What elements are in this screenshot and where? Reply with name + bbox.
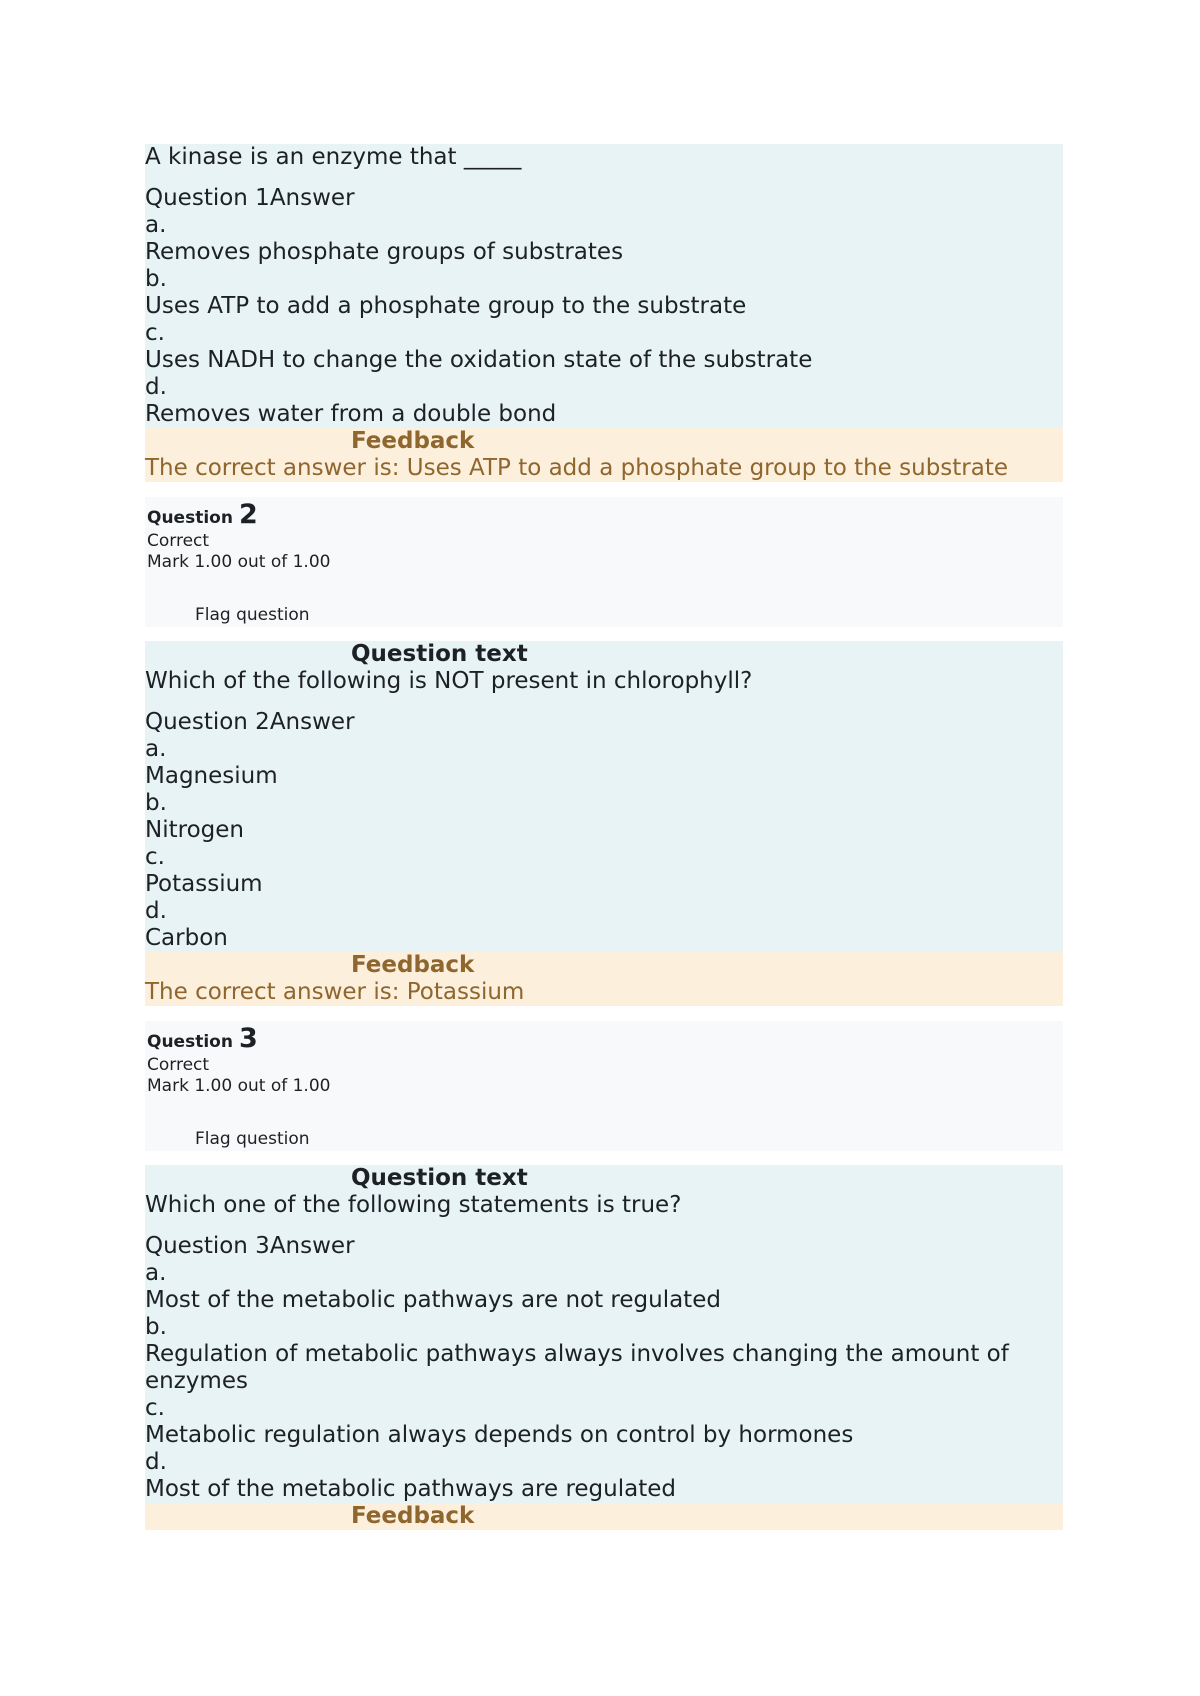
- feedback-heading: Feedback: [351, 428, 475, 454]
- option-letter: b.: [145, 266, 167, 292]
- question-text-heading: Question text: [351, 641, 528, 667]
- question-2-info: [145, 497, 1063, 627]
- option-letter: d.: [145, 898, 167, 924]
- option-text[interactable]: Most of the metabolic pathways are not regulated: [145, 1287, 721, 1313]
- option-text[interactable]: Removes phosphate groups of substrates: [145, 239, 624, 265]
- question-grade: Mark 1.00 out of 1.00: [147, 552, 331, 572]
- feedback-heading: Feedback: [351, 1503, 475, 1529]
- feedback-heading: Feedback: [351, 952, 475, 978]
- option-letter: a.: [145, 212, 167, 238]
- option-text[interactable]: Uses ATP to add a phosphate group to the substrate: [145, 293, 747, 319]
- option-letter: d.: [145, 374, 167, 400]
- option-text[interactable]: Removes water from a double bond: [145, 401, 557, 427]
- question-text-heading: Question text: [351, 1165, 528, 1191]
- option-letter: c.: [145, 1395, 165, 1421]
- option-letter: c.: [145, 320, 165, 346]
- question-1-answer-label: Question 1Answer: [145, 185, 355, 211]
- question-1-feedback: [145, 428, 1063, 482]
- question-number: Question 3: [147, 1023, 258, 1054]
- question-state: Correct: [147, 531, 210, 551]
- flag-question-link[interactable]: Flag question: [195, 605, 310, 625]
- option-text[interactable]: Most of the metabolic pathways are regulated: [145, 1476, 676, 1502]
- option-letter: b.: [145, 790, 167, 816]
- option-letter: d.: [145, 1449, 167, 1475]
- question-1-body: [145, 144, 1063, 428]
- question-3-prompt: Which one of the following statements is true?: [145, 1192, 682, 1218]
- question-number: Question 2: [147, 499, 258, 530]
- option-letter: b.: [145, 1314, 167, 1340]
- flag-question-link[interactable]: Flag question: [195, 1129, 310, 1149]
- question-2-answer-label: Question 2Answer: [145, 709, 355, 735]
- quiz-review-page: [145, 144, 1063, 1530]
- question-2-body: [145, 641, 1063, 952]
- question-2-prompt: Which of the following is NOT present in chlorophyll?: [145, 668, 753, 694]
- option-text[interactable]: Regulation of metabolic pathways always involves changing the amount of enzymes: [145, 1341, 1009, 1394]
- option-letter: c.: [145, 844, 165, 870]
- option-text[interactable]: Potassium: [145, 871, 263, 897]
- option-text[interactable]: Metabolic regulation always depends on control by hormones: [145, 1422, 854, 1448]
- question-3-feedback: [145, 1503, 1063, 1530]
- option-text[interactable]: Carbon: [145, 925, 228, 951]
- option-text[interactable]: Uses NADH to change the oxidation state of the substrate: [145, 347, 813, 373]
- question-2-feedback: [145, 952, 1063, 1006]
- option-letter: a.: [145, 736, 167, 762]
- question-1-prompt: A kinase is an enzyme that _____: [145, 144, 522, 170]
- question-3-answer-label: Question 3Answer: [145, 1233, 355, 1259]
- question-3-body: [145, 1165, 1063, 1503]
- option-text[interactable]: Magnesium: [145, 763, 278, 789]
- option-text[interactable]: Nitrogen: [145, 817, 244, 843]
- question-3-info: [145, 1021, 1063, 1151]
- feedback-text: The correct answer is: Uses ATP to add a phosphate group to the substrate: [145, 455, 1009, 481]
- option-letter: a.: [145, 1260, 167, 1286]
- question-grade: Mark 1.00 out of 1.00: [147, 1076, 331, 1096]
- question-state: Correct: [147, 1055, 210, 1075]
- feedback-text: The correct answer is: Potassium: [145, 979, 525, 1005]
